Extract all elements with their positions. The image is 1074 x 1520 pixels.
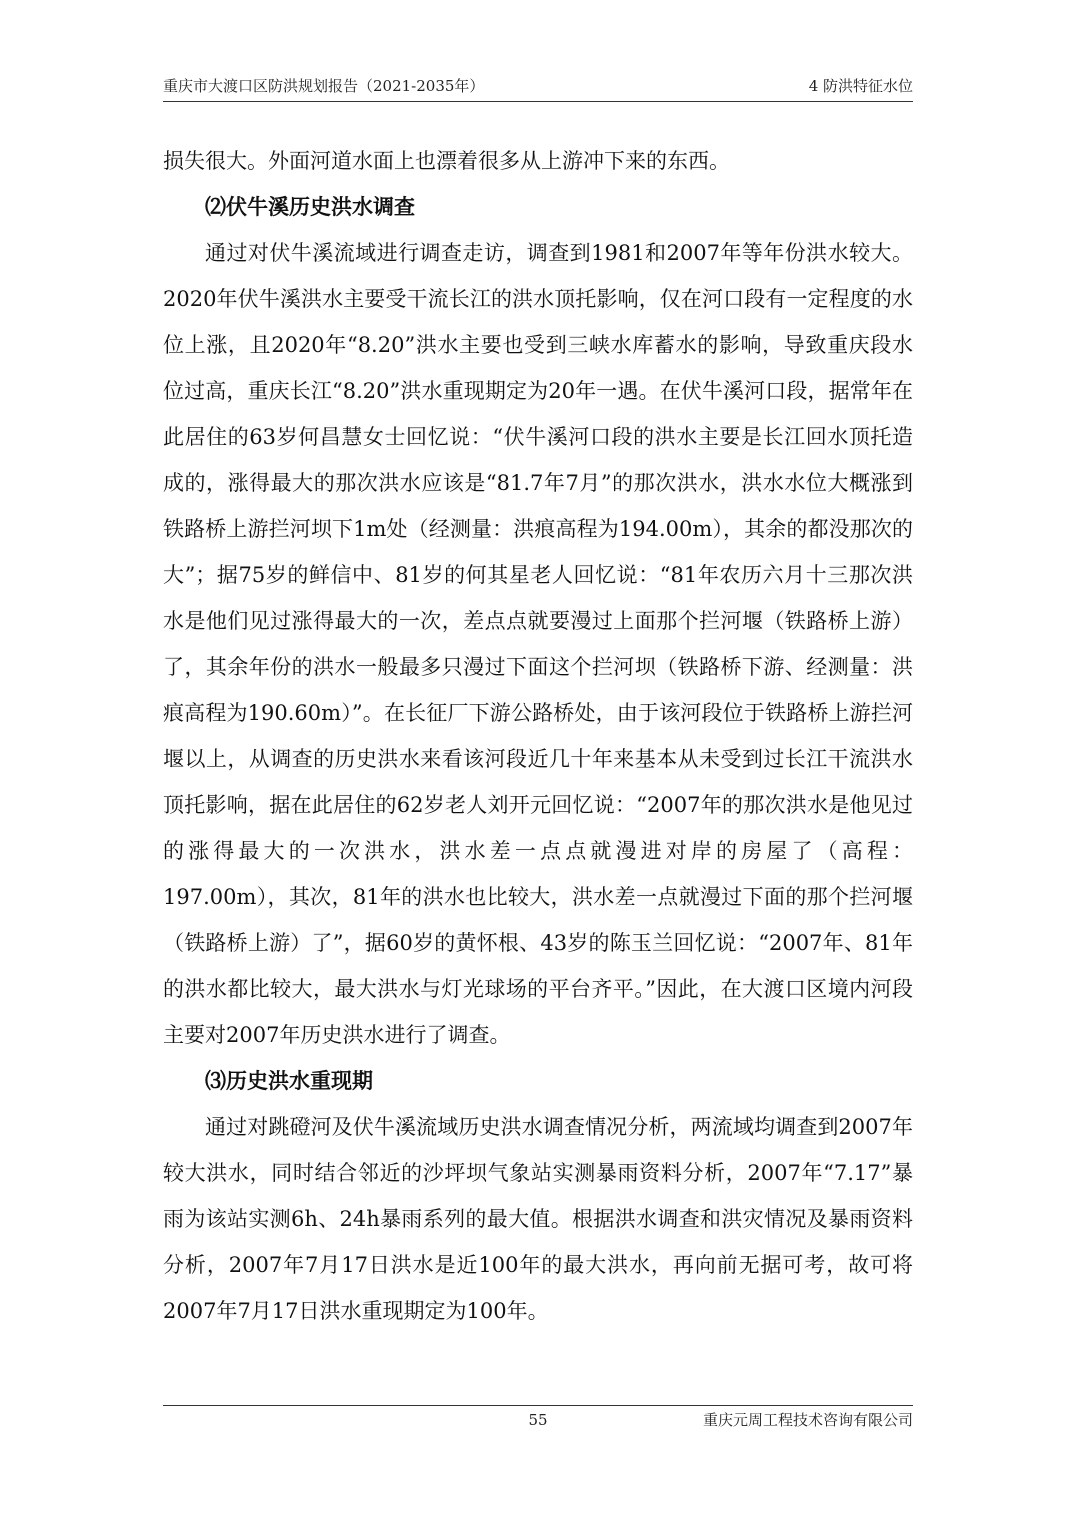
- page-number: 55: [528, 1411, 548, 1429]
- header-chapter-title: 4 防洪特征水位: [808, 77, 913, 95]
- section-heading-funiuxi: ⑵伏牛溪历史洪水调查: [205, 194, 415, 219]
- footer-rule: [163, 1405, 913, 1406]
- paragraph-funiuxi-survey: 通过对伏牛溪流域进行调查走访，调查到1981和2007年等年份洪水较大。2020年伏牛溪洪水主要受干流长江的洪水顶托影响，仅在河口段有一定程度的水位上涨，且2020年“8.20”洪水主要也受到三峡水库蓄水的影响，导致重庆段水位过高，重庆长江“8.20”洪水重现期定为20年一遇。在伏牛溪河口段，据常年在此居住的63岁何昌慧女士回忆说：“伏牛溪河口段的洪水主要是长江回水顶托造成的，涨得最大的那次洪水应该是“81.7年7月”的那次洪水，洪水水位大概涨到铁路桥上游拦河坝下1m处（经测量：洪痕高程为194.00m），其余的都没那次的大”；据75岁的鲜信中、81岁的何其星老人回忆说：“81年农历六月十三那次洪水是他们见过涨得最大的一次，差点点就要漫过上面那个拦河堰（铁路桥上游）了，其余年份的洪水一般最多只漫过下面这个拦河坝（铁路桥下游、经测量：洪痕高程为190.60m）”。在长征厂下游公路桥处，由于该河段位于铁路桥上游拦河堰以上，从调查的历史洪水来看该河段近几十年来基本从未受到过长江干流洪水顶托影响，据在此居住的62岁老人刘开元回忆说：“2007年的那次洪水是他见过的涨得最大的一次洪水，洪水差一点点就漫进对岸的房屋了（高程：197.00m），其次，81年的洪水也比较大，洪水差一点就漫过下面的那个拦河堰（铁路桥上游）了”，据60岁的黄怀根、43岁的陈玉兰回忆说：“2007年、81年的洪水都比较大，最大洪水与灯光球场的平台齐平。”因此，在大渡口区境内河段主要对2007年历史洪水进行了调查。: [163, 241, 913, 1047]
- page-body: [163, 138, 913, 1334]
- header-report-title: 重庆市大渡口区防洪规划报告（2021-2035年）: [163, 77, 485, 95]
- header-rule: [163, 101, 913, 102]
- section-heading-return-period: ⑶历史洪水重现期: [205, 1068, 373, 1093]
- footer-company: 重庆元周工程技术咨询有限公司: [702, 1411, 913, 1429]
- paragraph-continuation: 损失很大。外面河道水面上也漂着很多从上游冲下来的东西。: [163, 149, 730, 173]
- paragraph-return-period: 通过对跳磴河及伏牛溪流域历史洪水调查情况分析，两流域均调查到2007年较大洪水，同时结合邻近的沙坪坝气象站实测暴雨资料分析，2007年“7.17”暴雨为该站实测6h、24h暴雨系列的最大值。根据洪水调查和洪灾情况及暴雨资料分析，2007年7月17日洪水是近100年的最大洪水，再向前无据可考，故可将2007年7月17日洪水重现期定为100年。: [163, 1115, 913, 1323]
